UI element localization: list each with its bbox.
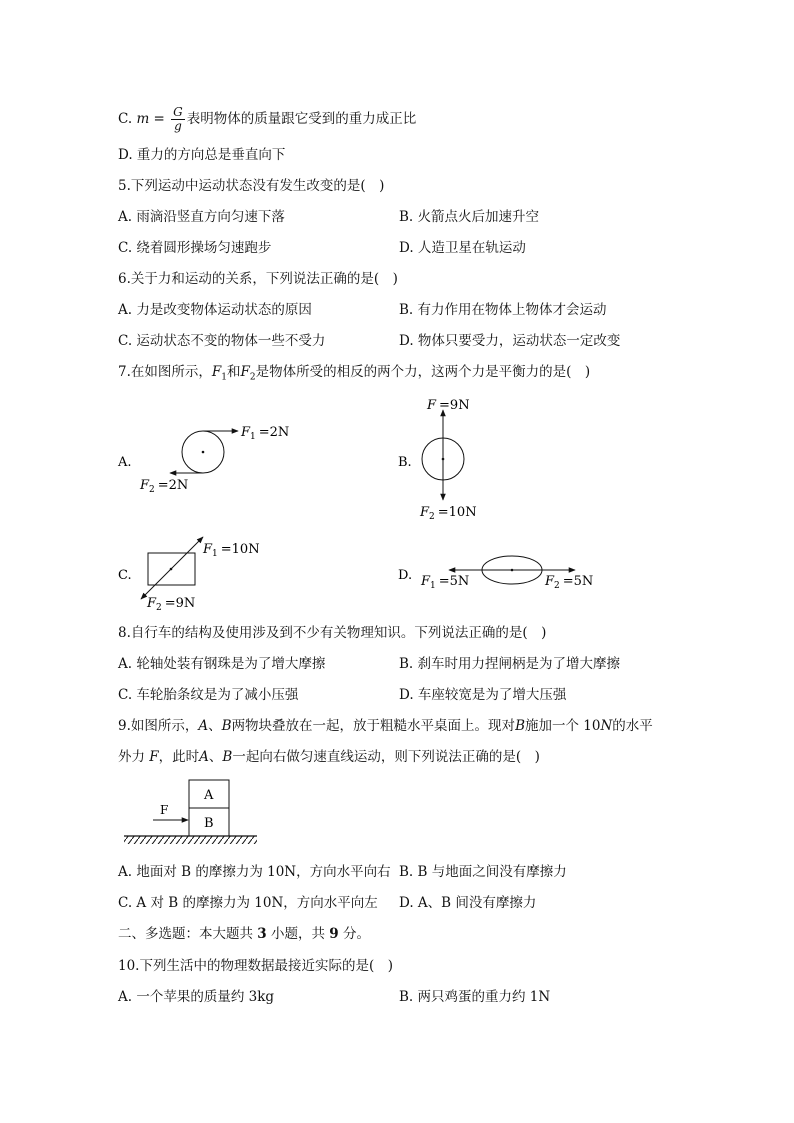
q4c-fraction: $\frac{G}{g}$ bbox=[173, 105, 183, 133]
q9-option-d: D. A、B 间没有摩擦力 bbox=[399, 895, 537, 911]
q7-a-f2-label: $F_2 =2N$ bbox=[140, 478, 189, 495]
q7-b-f-label: F =9N bbox=[427, 398, 470, 413]
q7-b-f2-label: $F_2 =10N$ bbox=[420, 505, 477, 522]
q9-block-b-label: B bbox=[204, 816, 214, 831]
q9-stem-line1: 9.如图所示，A、B两物块叠放在一起，放于粗糙水平桌面上。现对B施加一个 10N的水平 bbox=[118, 718, 653, 734]
q5-option-c: C. 绕着圆形操场匀速跑步 bbox=[118, 240, 272, 256]
q5-option-a: A. 雨滴沿竖直方向匀速下落 bbox=[118, 209, 285, 225]
q8-option-d: D. 车座较宽是为了增大压强 bbox=[399, 687, 567, 703]
q4c-formula-lhs: m = bbox=[136, 111, 165, 127]
q6-option-a: A. 力是改变物体运动状态的原因 bbox=[118, 302, 312, 318]
q7-d-option-label: D. bbox=[398, 568, 413, 583]
q6-option-c: C. 运动状态不变的物体一些不受力 bbox=[118, 333, 326, 349]
q7-b-option-label: B. bbox=[398, 455, 412, 470]
q10-stem: 10.下列生活中的物理数据最接近实际的是( ) bbox=[118, 958, 394, 974]
q5-option-b: B. 火箭点火后加速升空 bbox=[399, 209, 540, 225]
q7-c-option-label: C. bbox=[118, 568, 132, 583]
q9-option-a: A. 地面对 B 的摩擦力为 10N，方向水平向右 bbox=[118, 864, 391, 880]
q4-option-d: D. 重力的方向总是垂直向下 bbox=[118, 147, 286, 163]
q9-block-a-label: A bbox=[204, 788, 214, 803]
q7-figure-b bbox=[392, 393, 592, 523]
q9-ground-hatch bbox=[124, 836, 257, 844]
q10-option-b: B. 两只鸡蛋的重力约 1N bbox=[399, 989, 551, 1005]
q7-d-f1-label: $F_1 =5N$ bbox=[421, 574, 470, 591]
q8-stem: 8.自行车的结构及使用涉及到不少有关物理知识。下列说法正确的是( ) bbox=[118, 625, 547, 641]
q7-figure-d bbox=[392, 550, 612, 595]
q7-figure-a bbox=[110, 415, 310, 500]
q9-stem-line2: 外力 F，此时A、B一起向右做匀速直线运动，则下列说法正确的是( ) bbox=[118, 749, 540, 765]
q7-stem: 7.在如图所示，$F_1$和$F_2$是物体所受的相反的两个力，这两个力是平衡力的是( ) bbox=[118, 364, 591, 383]
section-2-heading: 二、多选题：本大题共 3 小题，共 9 分。 bbox=[118, 926, 370, 942]
q7-figure-c bbox=[110, 533, 310, 615]
q6-option-d: D. 物体只要受力，运动状态一定改变 bbox=[399, 333, 621, 349]
q8-option-a: A. 轮轴处装有钢珠是为了增大摩擦 bbox=[118, 656, 326, 672]
q9-figure bbox=[120, 775, 265, 850]
q7-a-option-label: A. bbox=[118, 455, 132, 470]
q9-option-b: B. B 与地面之间没有摩擦力 bbox=[399, 864, 567, 880]
q4-option-c: C. m = $\frac{G}{g}$ 表明物体的质量跟它受到的重力成正比 bbox=[118, 105, 417, 133]
q7-a-center-dot bbox=[202, 451, 205, 454]
q5-option-d: D. 人造卫星在轨运动 bbox=[399, 240, 526, 256]
q9-force-label: F bbox=[160, 803, 169, 817]
q7-c-f2-arrow bbox=[141, 569, 171, 599]
q7-c-f2-label: $F_2 =9N$ bbox=[147, 596, 196, 613]
q8-option-c: C. 车轮胎条纹是为了减小压强 bbox=[118, 687, 299, 703]
q6-option-b: B. 有力作用在物体上物体才会运动 bbox=[399, 302, 607, 318]
q7-a-f1-label: $F_1 =2N$ bbox=[241, 425, 290, 442]
q8-option-b: B. 刹车时用力捏闸柄是为了增大摩擦 bbox=[399, 656, 621, 672]
q7-c-f1-label: $F_1 =10N$ bbox=[203, 542, 260, 559]
q7-d-f2-label: $F_2 =5N$ bbox=[545, 574, 594, 591]
q5-stem: 5.下列运动中运动状态没有发生改变的是( ) bbox=[118, 178, 385, 194]
q6-stem: 6.关于力和运动的关系，下列说法正确的是( ) bbox=[118, 271, 398, 287]
q10-option-a: A. 一个苹果的质量约 3kg bbox=[118, 989, 275, 1005]
q9-option-c: C. A 对 B 的摩擦力为 10N，方向水平向左 bbox=[118, 895, 378, 911]
